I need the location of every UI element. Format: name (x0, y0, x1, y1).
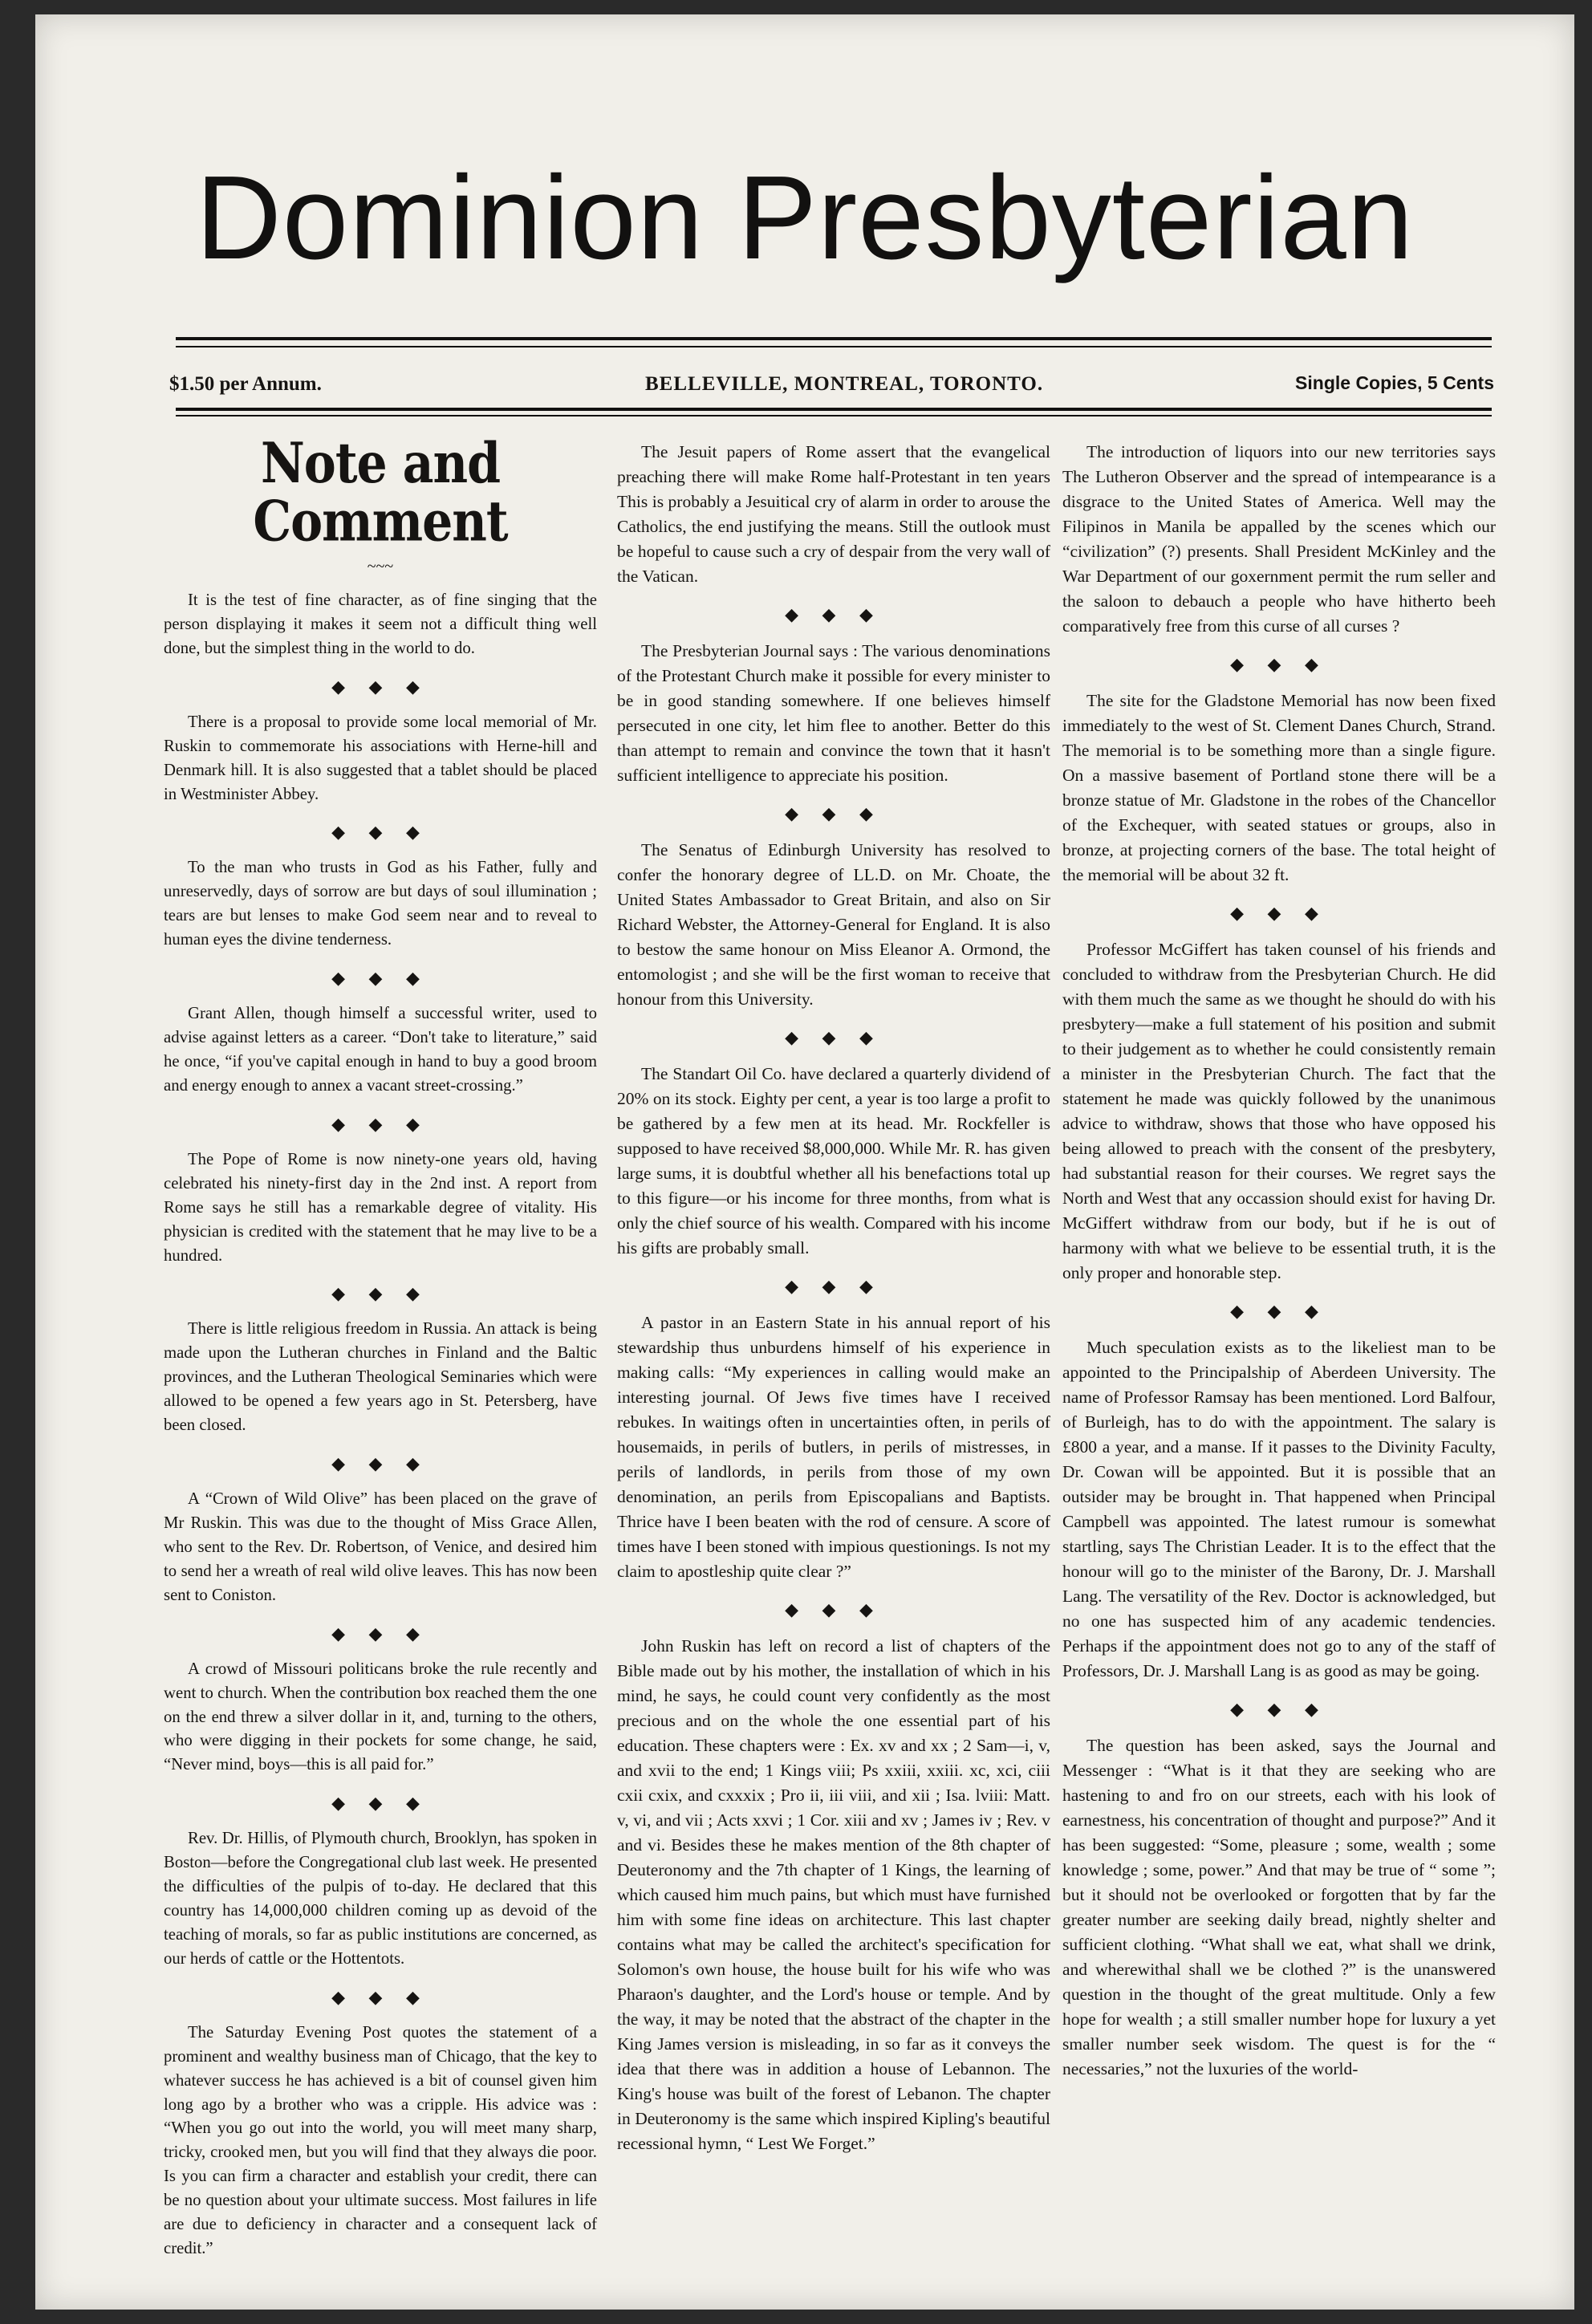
diamond-divider: ◆ ◆ ◆ (1230, 1699, 1328, 1719)
article-paragraph: It is the test of fine character, as of fine singing that the person displaying it makes it seem not a difficult thing well done, but the simplest thing in the world to do. (164, 591, 597, 657)
article-paragraph: The Pope of Rome is now ninety-one years old, having celebrated his ninety-first day in the 2nd inst. A report from Rome says he still has a remarkable degree of vitality. His physician is credited with the statement that he may live to be a hundred. (164, 1150, 597, 1265)
masthead-title: Dominion Presbyterian (195, 152, 1415, 284)
diamond-divider: ◆ ◆ ◆ (331, 1623, 429, 1643)
diamond-divider: ◆ ◆ ◆ (331, 1793, 429, 1814)
diamond-divider: ◆ ◆ ◆ (331, 822, 429, 843)
masthead-rule-top-thin (176, 346, 1492, 347)
article-paragraph: There is a proposal to provide some local memorial of Mr. Ruskin to commemorate his associations with Herne-hill and Denmark hill. It is also suggested that a tablet should be placed in Westminister Abbey. (164, 713, 597, 803)
diamond-divider: ◆ ◆ ◆ (331, 1453, 429, 1474)
article-paragraph: The introduction of liquors into our new territories says The Lutheron Observer and the spread of intempearance is a disgrace to the United States of America. Well may the Filipinos in Manila be appalled by the scenes which our “civilization” (?) presents. Shall President McKinley and the War Department of our goxernment permit the rum seller and the saloon to debauch a people who have hitherto beeh comparatively free from this curse of all curses ? (1062, 442, 1496, 636)
section-heading: Note and Comment (253, 431, 508, 555)
article-paragraph: A “Crown of Wild Olive” has been placed on the grave of Mr Ruskin. This was due to the thought of Miss Grace Allen, who sent to the Rev. Dr. Robertson, of Venice, and desired him to send her a wreath of real wild olive leaves. This has now been sent to Coniston. (164, 1490, 597, 1604)
diamond-divider: ◆ ◆ ◆ (785, 1276, 883, 1296)
diamond-divider: ◆ ◆ ◆ (331, 968, 429, 989)
diamond-divider: ◆ ◆ ◆ (331, 1113, 429, 1134)
infoline-rule-bottom-thin (176, 415, 1492, 416)
column-3 (1062, 440, 1496, 2082)
article-paragraph: The site for the Gladstone Memorial has now been fixed immediately to the west of St. Clement Danes Church, Strand. The memorial is to be something more than a single figure. On a massive basement of Portland stone there will be a bronze statue of Mr. Gladstone in the robes of the Chancellor of the Exchequer, with seated statues or groups, also in bronze, at projecting corners of the base. The total height of the memorial will be about 32 ft. (1062, 691, 1496, 884)
diamond-divider: ◆ ◆ ◆ (785, 803, 883, 823)
publication-cities: BELLEVILLE, MONTREAL, TORONTO. (645, 373, 1044, 395)
article-paragraph: Grant Allen, though himself a successful writer, used to advise against letters as a career. “Don't take to literature,” said he once, “if you've capital enough in hand to buy a good broom and energy enough to annex a vacant street-crossing.” (164, 1005, 597, 1095)
newspaper-page (35, 14, 1574, 2310)
article-paragraph: Rev. Dr. Hillis, of Plymouth church, Brooklyn, has spoken in Boston—before the Congregational club last week. He presented the difficulties of the pulpis of to-day. He declared that this country has 14,000,000 children coming up as devoid of the teaching of morals, so far as public institutions are concerned, as our herds of cattle or the Hottentots. (164, 1830, 597, 1968)
article-paragraph: The Jesuit papers of Rome assert that the evangelical preaching there will make Rome half-Protestant in ten years This is probably a Jesuitical cry of alarm in order to arouse the Catholics, the end justifying the means. Still the outlook must be hopeful to cause such a cry of despair from the very wall of the Vatican. (617, 442, 1050, 586)
infoline-rule-bottom (176, 408, 1492, 411)
article-paragraph: Professor McGiffert has taken counsel of his friends and concluded to withdraw from the Presbyterian Church. He did with them much the same as we thought he should do with his presbytery—make a full statement of his position and submit to their judgement as to whether he could consistently remain a minister in the Presbyterian Church. The fact that the statement he made was quickly followed by the unanimous advice to withdraw, shows that those who have opposed his being allowed to preach with the consent of the presbytery, had substantial reason for their courses. We regret says the North and West that any occassion should exist for having Dr. McGiffert withdraw from our body, but if he is out of harmony with what we believe to be essential truth, it is the only proper and honorable step. (1062, 940, 1496, 1282)
article-paragraph: A crowd of Missouri politicans broke the rule recently and went to church. When the contribution box reached them the one on the end threw a silver dollar in it, and, turning to the others, who were digging in their pockets for some change, he said, “Never mind, boys—this is all paid for.” (164, 1660, 597, 1774)
article-paragraph: Much speculation exists as to the likeliest man to be appointed to the Principalship of Aberdeen University. The name of Professor Ramsay has been mentioned. Lord Balfour, of Burleigh, has to do with the appointment. The salary is £800 a year, and a manse. If it passes to the Divinity Faculty, Dr. Cowan will be appointed. But it is possible that an outsider may be brought in. That happened when Principal Campbell was appointed. The latest rumour is somewhat startling, says The Christian Leader. It is to the effect that the honour will go to the minister of the Barony, Dr. J. Marshall Lang. The versatility of the Rev. Doctor is acknowledged, but no one has suspected him of any academic tendencies. Perhaps if the appointment does not go to any of the staff of Professors, Dr. J. Marshall Lang is as good as may be going. (1062, 1338, 1496, 1680)
article-paragraph: To the man who trusts in God as his Father, fully and unreservedly, days of sorrow are but days of soul illumination ; tears are but lenses to make God seem near and to reveal to human eyes the divine tenderness. (164, 859, 597, 949)
diamond-divider: ◆ ◆ ◆ (785, 1027, 883, 1047)
diamond-divider: ◆ ◆ ◆ (1230, 903, 1328, 923)
column-1 (164, 431, 597, 2261)
diamond-divider: ◆ ◆ ◆ (331, 1283, 429, 1304)
diamond-divider: ◆ ◆ ◆ (331, 1986, 429, 2007)
article-paragraph: There is little religious freedom in Russia. An attack is being made upon the Lutheran churches in Finland and the Baltic provinces, and the Lutheran Theological Seminaries which were allowed to be opened a few years ago in St. Petersberg, have been closed. (164, 1320, 597, 1435)
article-paragraph: The question has been asked, says the Journal and Messenger : “What is it that they are seeking who are hastening to and fro on our streets, each with his look of earnestness, his concentration of thought and purpose?” And it has been suggested: “Some, pleasure ; some, wealth ; some knowledge ; some, power.” And that may be true of “ some ”; but it should not be overlooked or forgotten that by far the greater number are seeking daily bread, nightly shelter and sufficient clothing. “What shall we eat, what shall we drink, and wherewithal shall we be clothed ?” is the unanswered question in the thought of the great multitude. Only a few hope for wealth ; a still smaller number hope for luxury a yet smaller number seek wisdom. The quest is for the “ necessaries,” not the luxuries of the world- (1062, 1736, 1496, 2078)
article-paragraph: John Ruskin has left on record a list of chapters of the Bible made out by his mother, the installation of which in his mind, he says, he could count very confidently as the most precious and on the whole the one essential part of his education. These chapters were : Ex. xv and xx ; 2 Sam—i, v, and xvii to the end; 1 Kings viii; Ps xxiii, xxiii. xc, xci, ciii cxii cxix, and cxxxix ; Pro ii, iii viii, and xii ; Isa. lviii: Matt. v, vi, and vii ; Acts xxvi ; 1 Cor. xiii and xv ; James iv ; Rev. v and vi. Besides these he makes mention of the 8th chapter of Deuteronomy and the 7th chapter of 1 Kings, the learning of which caused him much pains, but which must have furnished him with some fine ideas on architecture. This last chapter contains what may be called the architect's specification for Solomon's own house, the house built for his wife who was Pharaon's daughter, and the Lord's house or temple. And by the way, it may be noted that the abstract of the chapter in the King James version is misleading, in so far as it conveys the idea that there was in addition a house of Lebannon. The King's house was built of the forest of Lebanon. The chapter in Deuteronomy is the same which inspired Kipling's beautiful recessional hymn, “ Lest We Forget.” (617, 1636, 1050, 2153)
diamond-divider: ◆ ◆ ◆ (785, 1599, 883, 1619)
diamond-divider: ◆ ◆ ◆ (785, 604, 883, 624)
single-copy-price: Single Copies, 5 Cents (1295, 372, 1494, 393)
masthead-rule-top (176, 337, 1492, 340)
article-paragraph: The Saturday Evening Post quotes the statement of a prominent and wealthy business man of Chicago, that the key to whatever success he has achieved is a bit of counsel given him long ago by a brother who was a cripple. His advice was : “When you go out into the world, you will meet many sharp, tricky, crooked men, but you will find that they always die poor. Is you can firm a character and establish your credit, there can be no question about your ultimate success. Most failures in life are due to deficiency in character and a consequent lack of credit.” (164, 2023, 597, 2258)
article-paragraph: A pastor in an Eastern State in his annual report of his stewardship thus unburdens himself of his experience in making calls: “My experiences in calling would make an interesting journal. Of Jews five times have I received rebukes. In waitings often in uncertainties often, in perils of housemaids, in perils of butlers, in perils of mistresses, in perils of landlords, in perils from those of my own denomination, an perils from Episcopalians and Baptists. Thrice have I been beaten with the rod of censure. A score of times have I been stoned with impious questionings. Is not my claim to apostleship quite clear ?” (617, 1313, 1050, 1581)
article-paragraph: The Standart Oil Co. have declared a quarterly dividend of 20% on its stock. Eighty per cent, a year is too large a profit to be gathered by a few men at its head. Mr. Rockfeller is supposed to have received $8,000,000. While Mr. R. has given large sums, it is doubtful whether all his benefactions total up to this figure—or his income for three months, from what is only the chief source of his wealth. Compared with his income his gifts are probably small. (617, 1064, 1050, 1257)
article-paragraph: The Presbyterian Journal says : The various denominations of the Protestant Church make it possible for every minister to be in good standing somewhere. If one believes himself persecuted in one city, let him flee to another. Better do this than attempt to remain and convince the town that it hasn't sufficient intelligence to appreciate his position. (617, 641, 1050, 785)
column-2 (617, 440, 1050, 2156)
diamond-divider: ◆ ◆ ◆ (1230, 654, 1328, 674)
subscription-price: $1.50 per Annum. (169, 373, 322, 395)
diamond-divider: ◆ ◆ ◆ (331, 676, 429, 697)
article-paragraph: The Senatus of Edinburgh University has resolved to confer the honorary degree of LL.D. on Mr. Choate, the United States Ambassador to Great Britain, and also on Sir Richard Webster, the Attorney-General for England. It is also to bestow the same honour on Miss Eleanor A. Ormond, the entomologist ; and she will be the first woman to receive that honour from this University. (617, 840, 1050, 1009)
heading-ornament: ~~~ (367, 558, 394, 575)
diamond-divider: ◆ ◆ ◆ (1230, 1301, 1328, 1321)
